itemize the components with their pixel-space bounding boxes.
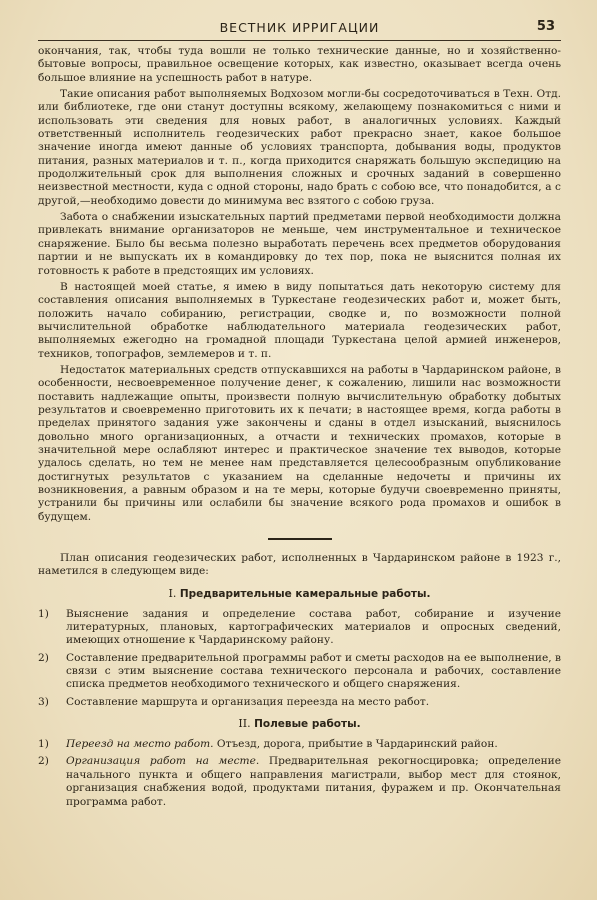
item-number: 2) [38, 651, 49, 664]
item-number: 1) [38, 738, 49, 751]
paragraph-continuation: окончания, так, чтобы туда вошли не только технические данные, но и хозяйственно-бытовые вопросы, правильное освещение которых, как известно, оказывает всегда очень большое влияние на успешность работ в натуре. [38, 45, 561, 84]
list-item [38, 608, 561, 648]
journal-title: ВЕСТНИК ИРРИГАЦИИ [219, 20, 380, 35]
section-title: Полевые работы. [254, 718, 361, 731]
paragraph: Забота о снабжении изыскательных партий предметами первой необходимости должна привлекать внимание организаторов не меньше, чем инструментальное и техническое снаряжение. Было бы весьма полезно выработать перечень всех предметов оборудования партии и не выпускать их в командировку до тех пор, пока не выяснится полная их готовность к работе в предстоящих им условиях. [38, 211, 561, 277]
item-text: Составление предварительной программы работ и сметы расходов на ее выполнение, в связи с этим выяснение состава технического персонала и рабочих, составление списка предметов необходимого технического и общего снаряжения. [66, 651, 561, 691]
paragraph: Такие описания работ выполняемых Водхозом могли-бы сосредоточиваться в Техн. Отд. или библиотеке, где они станут доступны всякому, желающему познакомиться с ними и использовать эти сведения для новых работ, в аналогичных условиях. Каждый ответственный исполнитель геодезических работ прекрасно знает, какое большое значение иногда имеют данные об условиях транспорта, добывания воды, продуктов питания, разных материалов и т. п., когда приходится снаряжать большую экспедицию на продолжительный срок для выполнения сложных и срочных заданий в совершенно неизвестной местности, куда с одной стороны, надо брать с собою все, что понадобится, а с другой,—необходимо довести до минимума вес взятого с собою груза. [38, 88, 561, 207]
list-item [38, 755, 561, 808]
section-heading-2 [38, 717, 561, 730]
section-numeral: I. [168, 586, 177, 600]
section-numeral: II. [238, 717, 251, 731]
section-divider [268, 538, 332, 540]
item-lead: Организация работ на месте. [66, 755, 260, 768]
plan-intro: План описания геодезических работ, исполненных в Чардаринском районе в 1923 г., наметился в следующем виде: [38, 552, 561, 578]
item-number: 2) [38, 755, 49, 768]
item-text: Составление маршрута и организация переезда на место работ. [66, 695, 430, 708]
item-text: Предварительная рекогносцировка; определение начального пункта и общего направления магистрали, выбор мест для стоянок, организация снабжения водой, продуктами питания, фуражем и пр. Окончательная программа работ. [66, 755, 561, 808]
list-item [38, 738, 561, 751]
list-item [38, 652, 561, 692]
item-number: 1) [38, 607, 49, 620]
item-lead: Переезд на место работ. [66, 738, 214, 751]
section-heading-1 [38, 587, 561, 600]
section-title: Предварительные камеральные работы. [179, 587, 431, 600]
page-number: 53 [536, 19, 555, 34]
item-text: Отъезд, дорога, прибытие в Чардаринский район. [213, 738, 498, 751]
running-header [38, 18, 561, 41]
list-item [38, 696, 561, 709]
item-number: 3) [38, 695, 49, 708]
paragraph: Недостаток материальных средств отпускавшихся на работы в Чардаринском районе, в особенности, несвоевременное получение денег, к сожалению, лишили нас возможности поставить надлежащие опыты, произвести полную вычислительную обработку добытых результатов и своевременно приготовить их к печати; в настоящее время, когда работы в пределах принятого задания уже закончены и сданы в отдел изысканий, выяснилось довольно много организационных, а отчасти и технических промахов, которые в значительной мере ослабляют интерес и практическое значение тех выводов, которые удалось сделать, но тем не менее нам представляется целесообразным опубликование достигнутых результатов с указанием на сделанные недочеты и причины их возникновения, а равным образом и на те меры, которые будучи своевременно приняты, устранили бы причины или ослабили бы значение всякого рода промахов и ошибок в будущем. [38, 363, 561, 523]
item-text: Выяснение задания и определение состава работ, собирание и изучение литературных, плановых, картографических материалов и опросных сведений, имеющих отношение к Чардаринскому району. [66, 607, 561, 647]
paragraph: В настоящей моей статье, я имею в виду попытаться дать некоторую систему для составления описания выполняемых в Туркестане геодезических работ и, может быть, положить начало собиранию, регистрации, сводке и, по возможности полной вычислительной обработке наблюдательного материала геодезических работ, выполняемых ежегодно на громадной площади Туркестана целой армией инженеров, техников, топографов, землемеров и т. п. [38, 280, 561, 360]
